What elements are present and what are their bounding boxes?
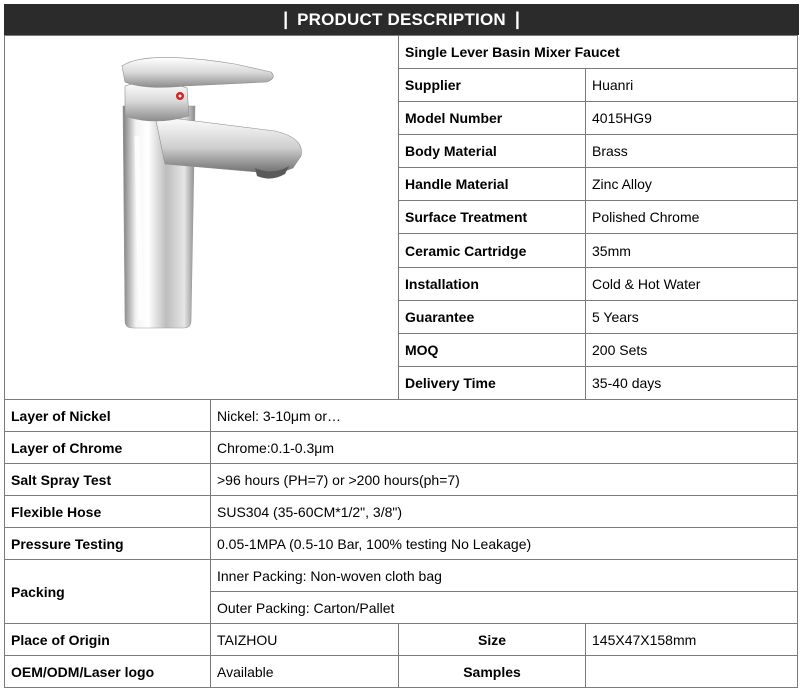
detail-label: Layer of Chrome [5,432,211,464]
detail-label: Layer of Nickel [5,400,211,432]
spec-value: 35mm [586,234,798,267]
spec-label: Model Number [399,102,586,135]
spec-label: Delivery Time [399,366,586,399]
origin-value: TAIZHOU [211,624,399,656]
spec-value: Cold & Hot Water [586,267,798,300]
product-title: Single Lever Basin Mixer Faucet [399,36,798,69]
detail-value: SUS304 (35-60CM*1/2", 3/8") [211,496,798,528]
oem-value: Available [211,656,399,688]
size-label: Size [399,624,586,656]
banner-bar-right: | [514,9,520,29]
spec-label: Handle Material [399,168,586,201]
spec-value: 4015HG9 [586,102,798,135]
detail-label: Pressure Testing [5,528,211,560]
spec-value: Zinc Alloy [586,168,798,201]
product-image-cell [5,36,399,400]
description-banner [4,4,799,35]
spec-value: Polished Chrome [586,201,798,234]
spec-value: Brass [586,135,798,168]
spec-label: Ceramic Cartridge [399,234,586,267]
spec-value: Huanri [586,69,798,102]
outer-packing-value: Outer Packing: Carton/Pallet [211,592,798,624]
detail-value: 0.05-1MPA (0.5-10 Bar, 100% testing No Leakage) [211,528,798,560]
samples-value [586,656,798,688]
spec-label: Guarantee [399,300,586,333]
origin-label: Place of Origin [5,624,211,656]
spec-label: Surface Treatment [399,201,586,234]
spec-value: 35-40 days [586,366,798,399]
detail-value: Chrome:0.1-0.3μm [211,432,798,464]
oem-label: OEM/ODM/Laser logo [5,656,211,688]
faucet-image [5,36,391,396]
banner-title: PRODUCT DESCRIPTION [297,9,506,29]
spec-value: 5 Years [586,300,798,333]
detail-label: Flexible Hose [5,496,211,528]
samples-label: Samples [399,656,586,688]
spec-value: 200 Sets [586,333,798,366]
spec-label: Installation [399,267,586,300]
inner-packing-value: Inner Packing: Non-woven cloth bag [211,560,798,592]
detail-value: Nickel: 3-10μm or… [211,400,798,432]
size-value: 145X47X158mm [586,624,798,656]
spec-label: MOQ [399,333,586,366]
packing-label: Packing [5,560,211,624]
spec-label: Supplier [399,69,586,102]
banner-bar-left: | [283,9,289,29]
spec-table [4,35,798,688]
detail-label: Salt Spray Test [5,464,211,496]
detail-value: >96 hours (PH=7) or >200 hours(ph=7) [211,464,798,496]
spec-label: Body Material [399,135,586,168]
